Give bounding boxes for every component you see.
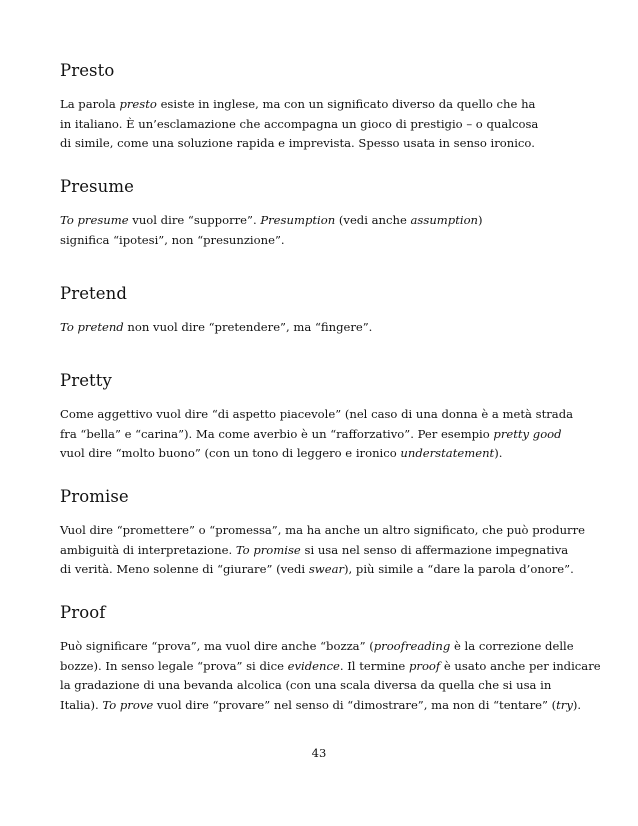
text-run: è la correzione delle	[450, 639, 574, 653]
text-run: di verità. Meno solenne di “giurare” (vedi	[60, 562, 309, 576]
definition-line	[60, 405, 590, 425]
text-run: Vuol dire “promettere” o “promessa”, ma ha anche un altro significato, che può produrre	[60, 523, 585, 537]
italic-term: proof	[408, 658, 441, 673]
entry-term: Proof	[60, 603, 106, 622]
italic-term: presto	[119, 97, 157, 111]
text-run: ambiguità di interpretazione.	[60, 542, 236, 557]
text-run: Può significare “prova”, ma vuol dire anche “bozza” (	[60, 639, 374, 653]
text-run: vuol dire “molto buono” (con un tono di leggero e ironico	[60, 446, 401, 460]
glossary-entry-promise	[60, 487, 590, 580]
definition-line	[60, 637, 590, 657]
definition-line	[60, 134, 590, 154]
entry-definition	[60, 95, 590, 154]
definition-line	[60, 560, 590, 580]
italic-term: pretty good	[493, 426, 562, 441]
definition-line	[60, 95, 590, 115]
definition-line	[60, 657, 601, 677]
text-run: di simile, come una soluzione rapida e imprevista. Spesso usata in senso ironico.	[60, 136, 535, 150]
definition-line	[60, 521, 590, 541]
definition-line	[60, 444, 590, 464]
entry-term: Pretty	[60, 371, 112, 390]
italic-term: To presume	[60, 213, 129, 227]
page-number: 43	[311, 746, 327, 760]
text-run: ).	[494, 446, 503, 460]
glossary-entry-pretend	[60, 284, 590, 338]
glossary-entry-proof	[60, 603, 601, 715]
text-run: Italia).	[60, 697, 103, 712]
text-run: non vuol dire “pretendere”, ma “fingere”.	[123, 320, 373, 334]
definition-line	[60, 696, 590, 716]
definition-line	[60, 231, 590, 251]
italic-term: try	[556, 697, 573, 712]
italic-term: swear	[308, 562, 345, 576]
definition-line	[60, 115, 590, 135]
entry-term: Pretend	[60, 284, 128, 303]
text-run: La parola	[60, 97, 120, 111]
glossary-entry-presume	[60, 177, 590, 250]
definition-line	[60, 541, 590, 561]
definition-line	[60, 318, 590, 338]
text-run: ).	[572, 697, 582, 712]
entry-term: Promise	[60, 487, 129, 506]
entry-definition	[60, 521, 590, 580]
entry-term: Presume	[60, 177, 134, 196]
text-run: in italiano. È un’esclamazione che accompagna un gioco di prestigio – o qualcosa	[60, 116, 539, 131]
entry-definition	[60, 318, 590, 338]
text-run: )	[478, 213, 483, 227]
entry-definition	[60, 405, 590, 464]
entry-term: Presto	[60, 61, 115, 80]
italic-term: To pretend	[60, 320, 124, 334]
text-run: bozze). In senso legale “prova” si dice	[60, 658, 288, 673]
text-run: fra “bella” e “carina”). Ma come averbio è un “rafforzativo”. Per esempio	[60, 426, 494, 441]
definition-line	[60, 425, 590, 445]
text-run: è usato anche per indicare	[440, 658, 601, 673]
italic-term: understatement	[400, 446, 495, 460]
glossary-entry-presto	[60, 61, 590, 154]
text-run: . Il termine	[339, 658, 409, 673]
italic-term: To promise	[235, 542, 301, 557]
text-run: significa “ipotesi”, non “presunzione”.	[60, 232, 285, 247]
text-run: ), più simile a “dare la parola d’onore”.	[344, 562, 574, 576]
italic-term: assumption	[410, 213, 479, 227]
text-run: esiste in inglese, ma con un significato diverso da quello che ha	[156, 97, 536, 111]
text-run: vuol dire “provare” nel senso di “dimostrare”, ma non di “tentare” (	[153, 697, 557, 712]
italic-term: evidence	[287, 658, 340, 673]
text-run: vuol dire “supporre”.	[128, 213, 261, 227]
italic-term: To prove	[102, 697, 154, 712]
definition-line	[60, 676, 590, 696]
glossary-entry-pretty	[60, 371, 590, 464]
italic-term: Presumption	[260, 213, 336, 227]
text-run: Come aggettivo vuol dire “di aspetto piacevole” (nel caso di una donna è a metà strada	[60, 407, 574, 421]
italic-term: proofreading	[373, 639, 451, 653]
text-run: (vedi anche	[335, 213, 411, 227]
definition-line	[60, 211, 590, 231]
entry-definition	[60, 211, 590, 250]
entry-definition	[60, 637, 601, 715]
text-run: la gradazione di una bevanda alcolica (con una scala diversa da quella che si usa in	[60, 678, 552, 692]
text-run: si usa nel senso di affermazione impegnativa	[300, 542, 569, 557]
